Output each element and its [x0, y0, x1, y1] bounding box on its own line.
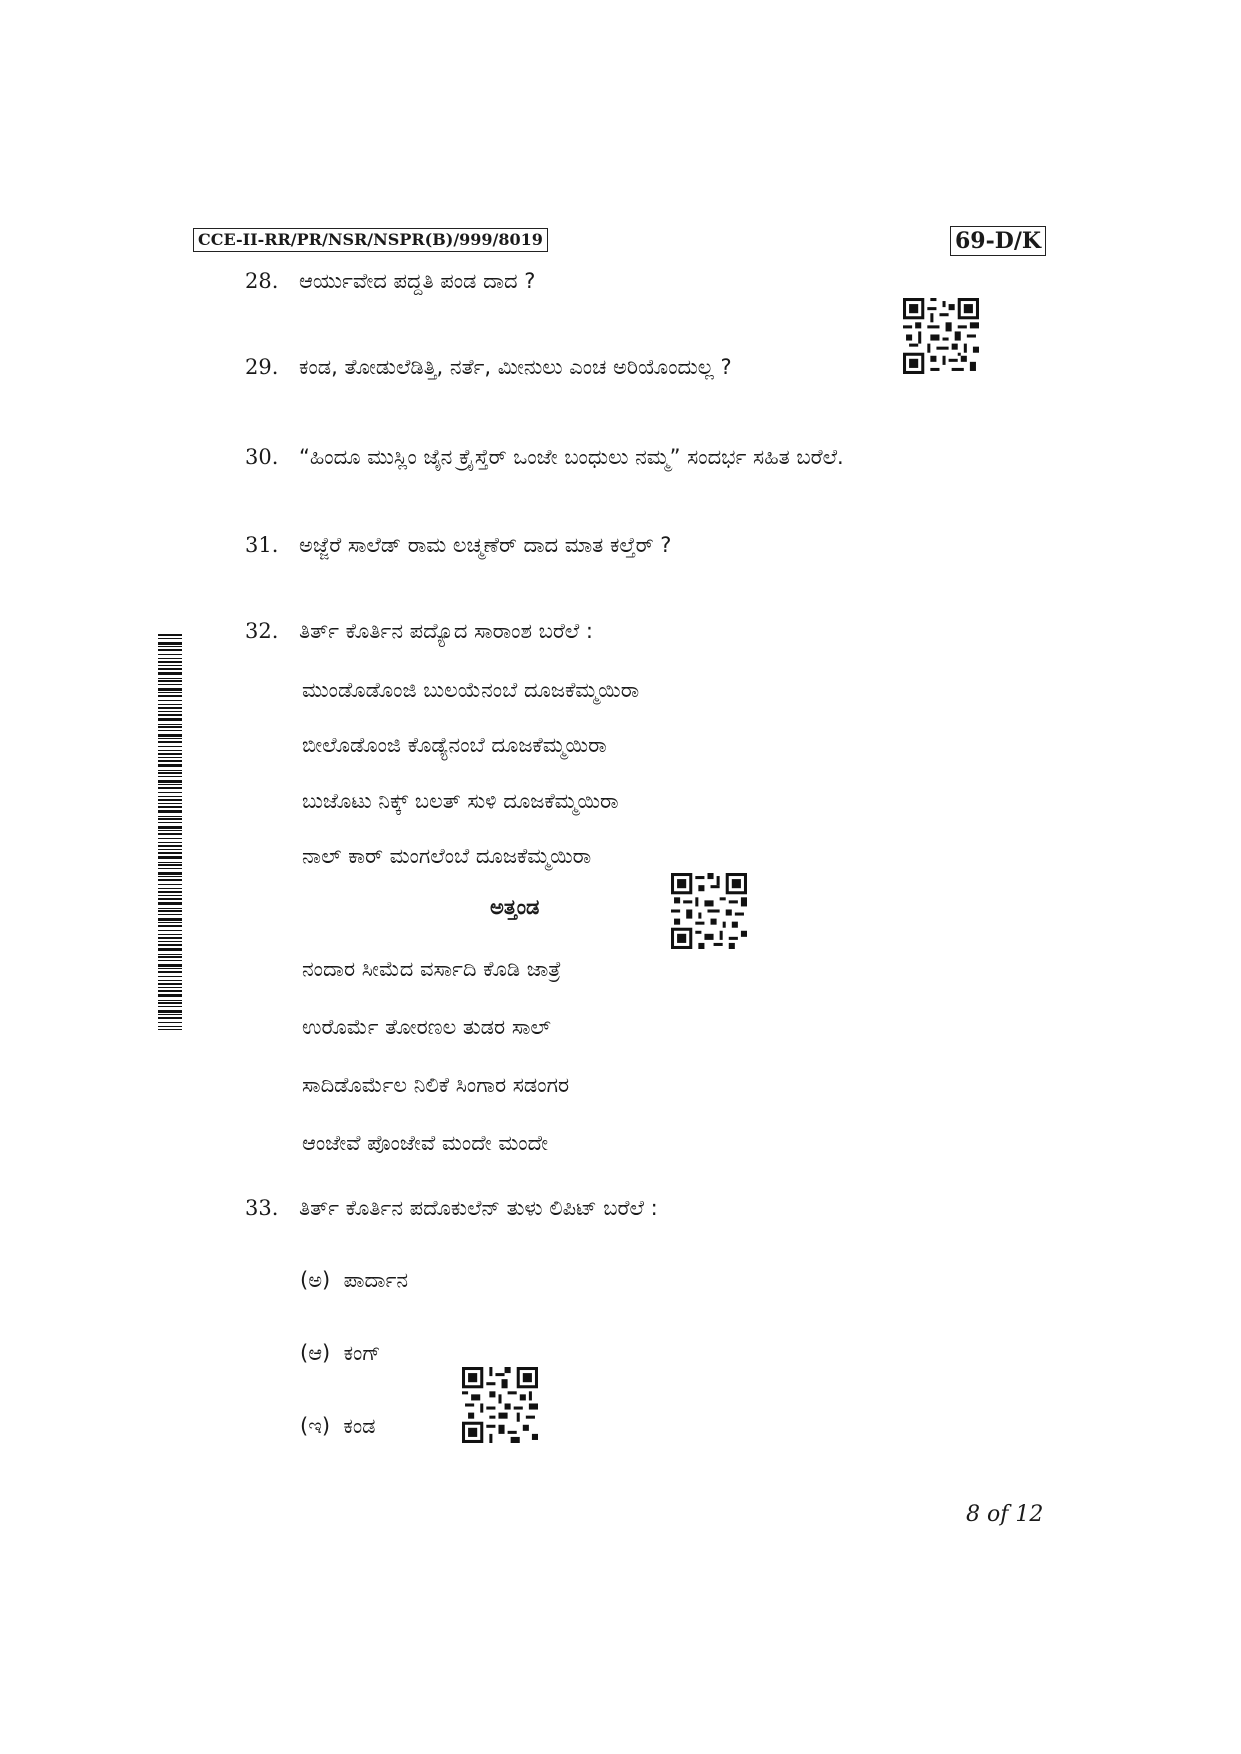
question-number: 31.: [245, 533, 279, 557]
poem-line: ಆಂಜೇವೆ ಪೊಂಜೇವೆ ಮಂದೇ ಮಂದೇ: [302, 1131, 549, 1155]
question-number: 29.: [245, 355, 279, 379]
barcode-icon: [158, 634, 182, 1030]
poem-line: ಮುಂಡೊಡೊಂಜಿ ಬುಲಯೆನಂಬೆ ದೂಜಕೆಮ್ಮಯಿರಾ: [302, 678, 640, 702]
question-text: ತಿರ್ತ್ ಕೊರ್ತಿನ ಪದೊಕುಲೆನ್ ತುಳು ಲಿಪಿಟ್ ಬರೆಲೆ :: [299, 1196, 658, 1220]
option-text: ಪಾರ್ದಾನ: [343, 1268, 409, 1292]
option-text: ಕಂಗ್: [343, 1341, 381, 1365]
question-text: ತಿರ್ತ್ ಕೊರ್ತಿನ ಪದ್ಯೊದ ಸಾರಾಂಶ ಬರೆಲೆ :: [299, 619, 594, 643]
option-text: ಕಂಡ: [343, 1414, 376, 1438]
question-33: [245, 1192, 658, 1224]
question-32: [245, 615, 593, 647]
option-aa: [300, 1337, 381, 1369]
qr-code-icon: [462, 1367, 538, 1443]
question-number: 32.: [245, 619, 279, 643]
option-i: [300, 1410, 376, 1442]
poem-line: ನಾಲ್ ಕಾರ್ ಮಂಗಲೆಂಬೆ ದೂಜಕೆಮ್ಮಯಿರಾ: [302, 844, 592, 868]
page-number: 8 of 12: [966, 1502, 1044, 1527]
question-text: ಅಜ್ಜೆರೆ ಸಾಲೆಡ್ ರಾಮ ಲಚ್ಮಣೆರ್ ದಾದ ಮಾತ ಕಲ್ತೆರ್ ?: [299, 533, 672, 557]
paper-id: 69-D/K: [950, 226, 1046, 256]
poem-line: ಉರೊರ್ಮೆ ತೋರಣಲ ತುಡರ ಸಾಲ್: [302, 1015, 551, 1039]
question-text: “ಹಿಂದೂ ಮುಸ್ಲಿಂ ಜೈನ ಕ್ರೈಸ್ತೆರ್ ಒಂಜೇ ಬಂಧುಲು ನಮ್ಮ” ಸಂದರ್ಭ ಸಹಿತ ಬರೆಲೆ.: [299, 445, 844, 469]
or-separator: ಅತ್ತಂಡ: [490, 895, 540, 919]
option-mark: (ಅ): [300, 1268, 331, 1292]
question-text: ಆರ್ಯುವೇದ ಪದ್ದತಿ ಪಂಡ ದಾದ ?: [299, 269, 536, 293]
question-30: [245, 441, 844, 473]
question-28: [245, 265, 535, 297]
poem-line: ಬೀಲೊಡೊಂಜಿ ಕೊಡ್ಯೆನಂಬೆ ದೂಜಕೆಮ್ಮಯಿರಾ: [302, 733, 607, 757]
option-a: [300, 1264, 408, 1296]
question-29: [245, 351, 732, 383]
qr-code-icon: [903, 298, 979, 374]
poem-line: ಸಾದಿಡೊರ್ಮೆಲ ನಿಲಿಕೆ ಸಿಂಗಾರ ಸಡಂಗರ: [302, 1073, 570, 1097]
question-number: 33.: [245, 1196, 279, 1220]
question-31: [245, 529, 671, 561]
option-mark: (ಆ): [300, 1341, 331, 1365]
qr-code-icon: [671, 873, 747, 949]
question-paper-code: CCE-II-RR/PR/NSR/NSPR(B)/999/8019: [193, 228, 548, 252]
option-mark: (ಇ): [300, 1414, 331, 1438]
poem-line: ಬುಜೊಟು ನಿಕ್ಕ್ ಬಲತ್ ಸುಳಿ ದೂಜಕೆಮ್ಮಯಿರಾ: [302, 789, 619, 813]
question-text: ಕಂಡ, ತೋಡುಲೆಡಿತ್ತಿ, ನರ್ತೆ, ಮೀನುಲು ಎಂಚ ಅರಿಯೊಂದುಲ್ಲ ?: [299, 355, 732, 379]
question-number: 28.: [245, 269, 279, 293]
question-number: 30.: [245, 445, 279, 469]
poem-line: ನಂದಾರ ಸೀಮೆದ ವರ್ಸಾದಿ ಕೊಡಿ ಜಾತ್ರೆ: [302, 957, 562, 981]
